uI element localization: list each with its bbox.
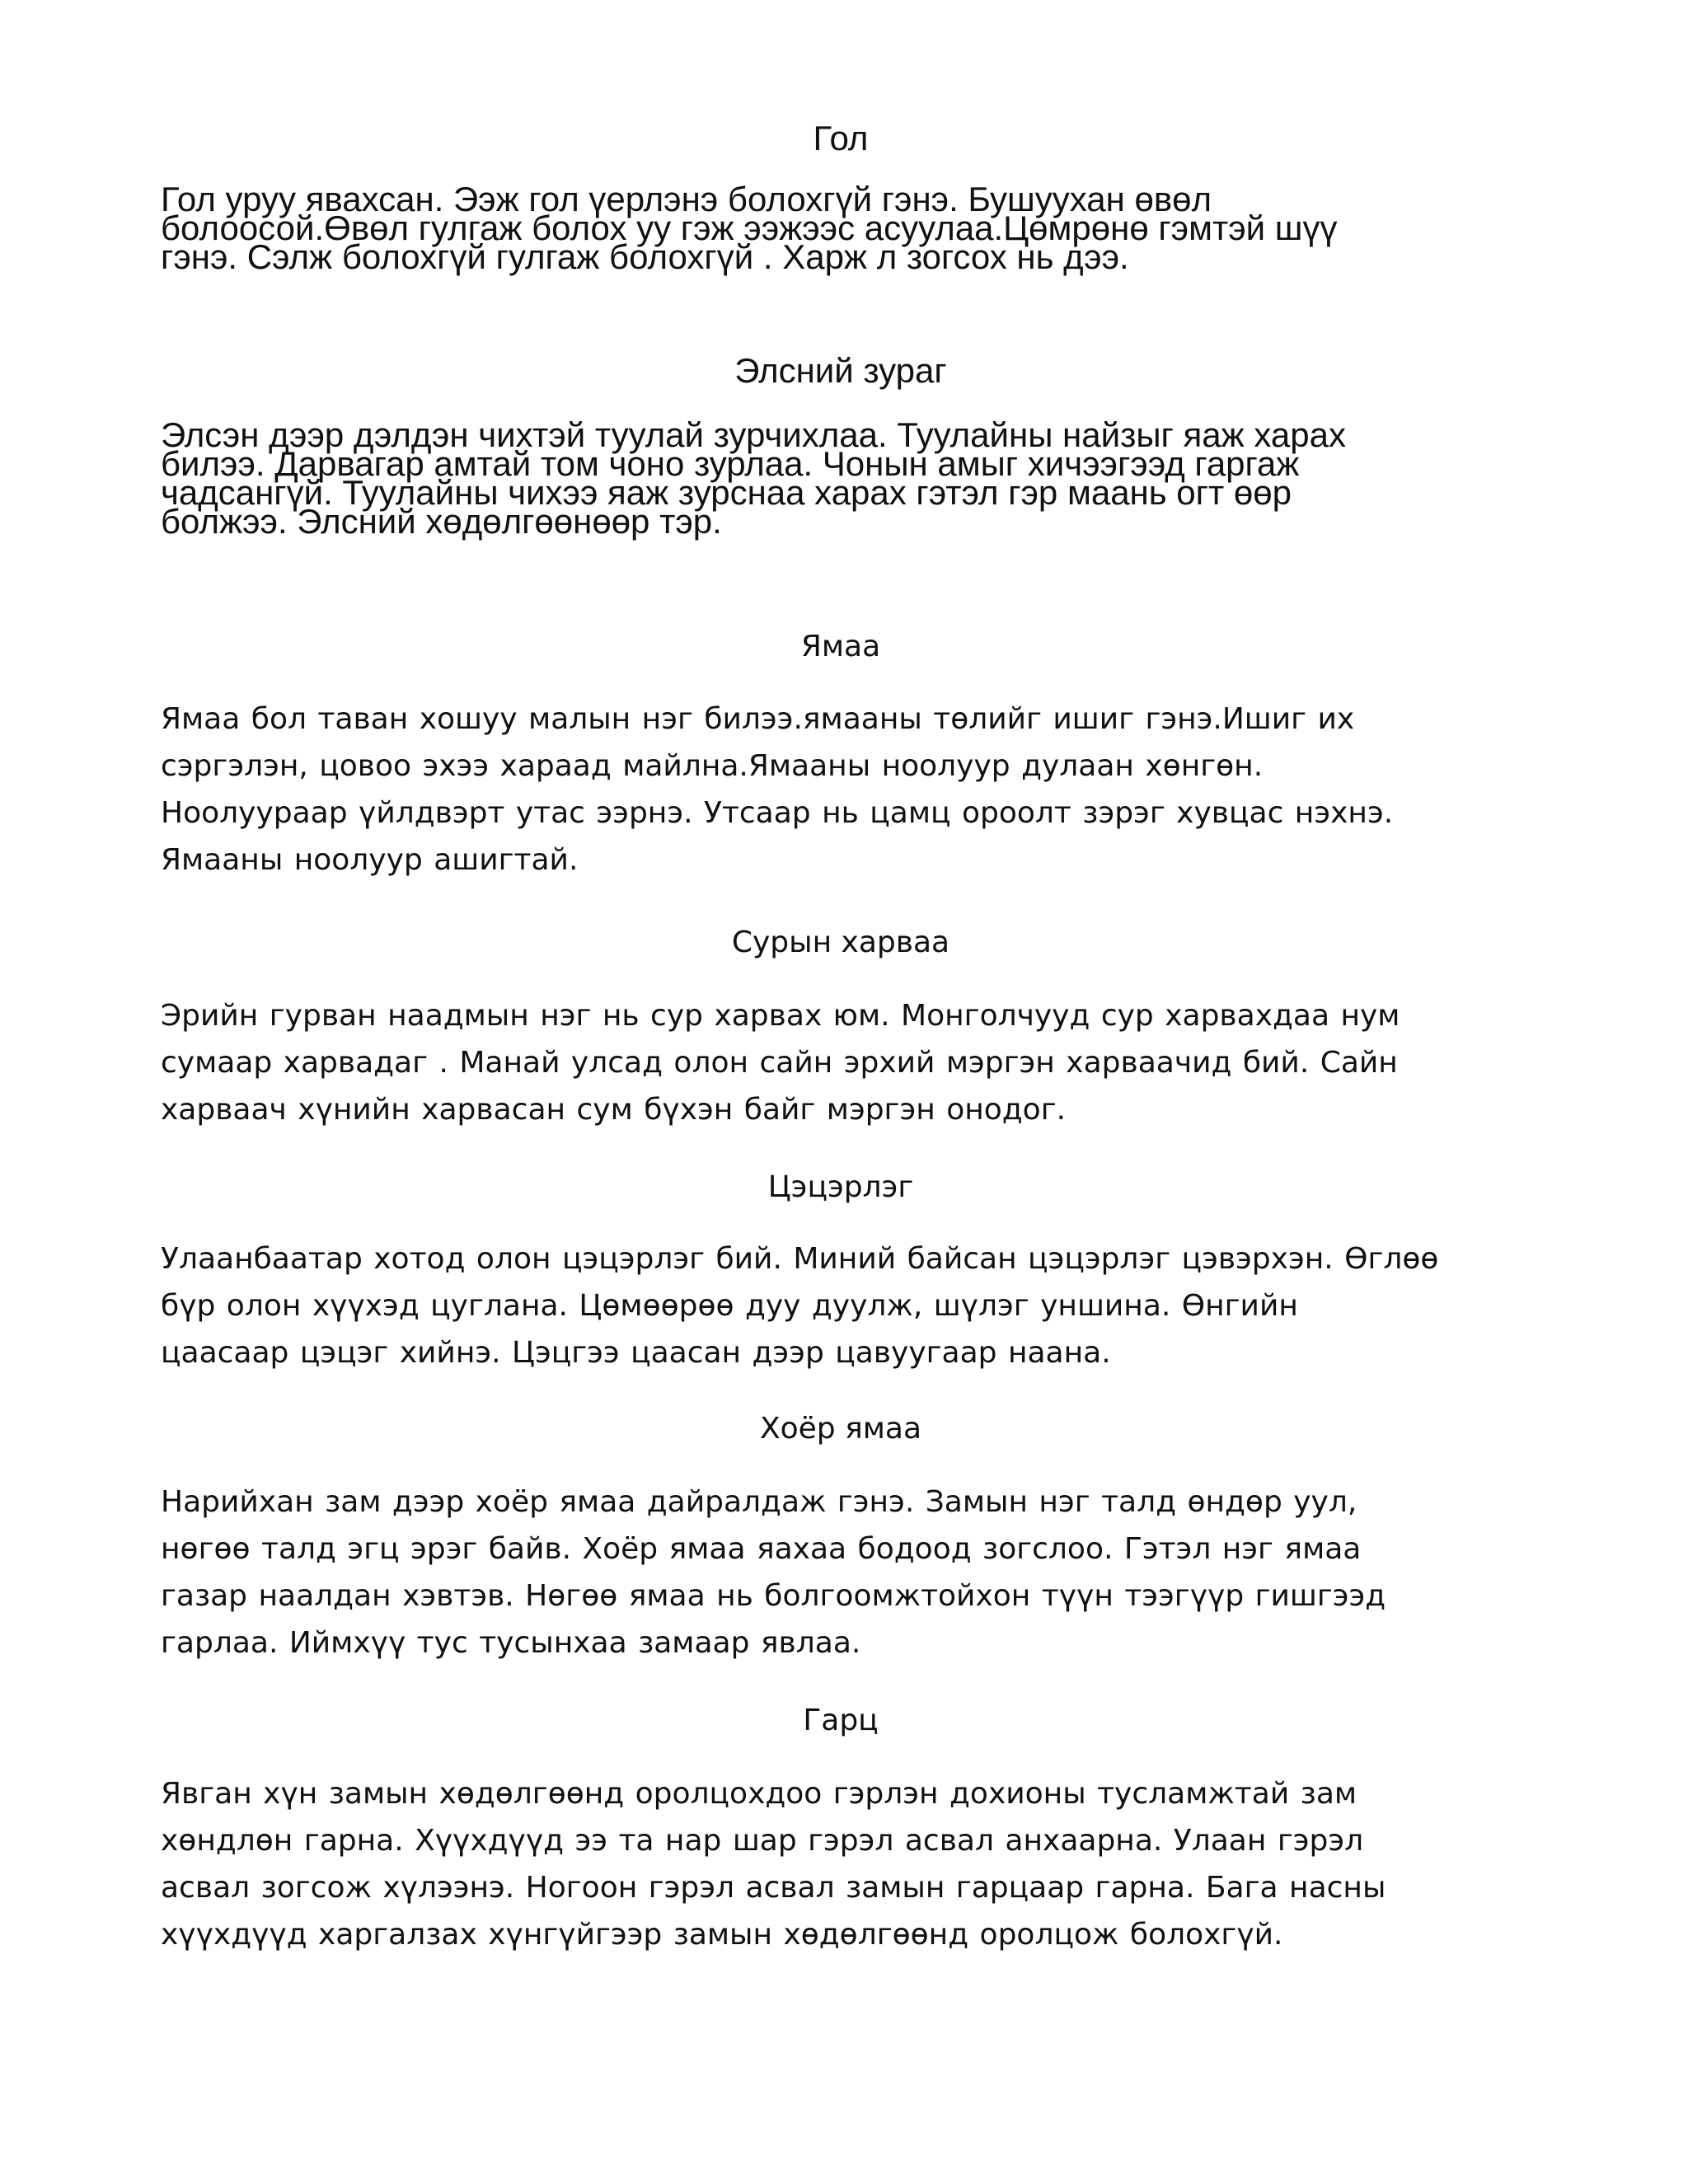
section-paragraph: Ямаа бол таван хошуу малын нэг билээ.ямааны төлийг ишиг гэнэ.Ишиг их сэргэлэн, цовоо эхээ хараад майлна.Ямааны ноолуур дулаан хөнгөн. Ноолуураар үйлдвэрт утас ээрнэ. Утсаар нь цамц ороолт зэрэг хувцас нэхнэ. Ямааны ноолуур ашигтай. [161,702,1394,877]
section-title: Цэцэрлэг [767,1170,914,1204]
section-yamaa [161,627,1521,883]
section-title: Ямаа [800,630,881,663]
section-title: Элсний зураг [734,351,947,390]
section-suryn-kharvaa [161,923,1521,1133]
section-elsnii-zurag [161,349,1521,541]
section-gol [161,117,1521,276]
section-garts [161,1701,1521,1958]
section-paragraph: Улаанбаатар хотод олон цэцэрлэг бий. Миний байсан цэцэрлэг цэвэрхэн. Өглөө бүр олон хүүхэд цуглана. Цөмөөрөө дуу дуулж, шүлэг уншина. Өнгийн цаасаар цэцэг хийнэ. Цэцгээ цаасан дээр цавуугаар наана. [161,1242,1439,1370]
section-paragraph: Гол уруу явахсан. Ээж гол үерлэнэ болохгүй гэнэ. Бушуухан өвөл болоосой.Өвөл гулгаж болох уу гэж ээжээс асуулаа.Цөмрөнө гэмтэй шүү гэнэ. Сэлж болохгүй гулгаж болохгүй . Харж л зогсох нь дээ. [161,180,1338,276]
section-paragraph: Элсэн дээр дэлдэн чихтэй туулай зурчихлаа. Туулайны найзыг яаж харах билээ. Дарвагар амтай том чоно зурлаа. Чонын амыг хичээгээд гаргаж чадсангүй. Туулайны чихээ яаж зурснаа харах гэтэл гэр маань огт өөр болжээ. Элсний хөдөлгөөнөөр тэр. [161,415,1346,541]
section-title: Гол [813,119,869,157]
section-title: Гарц [803,1704,879,1737]
section-paragraph: Нарийхан зам дээр хоёр ямаа дайралдаж гэнэ. Замын нэг талд өндөр уул, нөгөө талд эгц эрэг байв. Хоёр ямаа яахаа бодоод зогслоо. Гэтэл нэг ямаа газар наалдан хэвтэв. Нөгөө ямаа нь болгоомжтойхон түүн тээгүүр гишгээд гарлаа. Иймхүү тус тусынхаа замаар явлаа. [161,1485,1386,1660]
section-paragraph: Эрийн гурван наадмын нэг нь сур харвах юм. Монголчууд сур харвахдаа нум сумаар харвадаг . Манай улсад олон сайн эрхий мэргэн харваачид бий. Сайн харваач хүнийн харвасан сум бүхэн байг мэргэн онодог. [161,999,1400,1127]
section-title: Сурын харваа [731,926,950,959]
section-paragraph: Явган хүн замын хөдөлгөөнд оролцохдоо гэрлэн дохионы тусламжтай зам хөндлөн гарна. Хүүхдүүд ээ та нар шар гэрэл асвал анхаарна. Улаан гэрэл асвал зогсож хүлээнэ. Ногоон гэрэл асвал замын гарцаар гарна. Бага насны хүүхдүүд харгалзах хүнгүйгээр замын хөдөлгөөнд оролцож болохгүй. [161,1777,1386,1952]
section-khoyor-yamaa [161,1409,1521,1666]
section-tsetserleg [161,1168,1521,1376]
section-title: Хоёр ямаа [759,1412,922,1446]
